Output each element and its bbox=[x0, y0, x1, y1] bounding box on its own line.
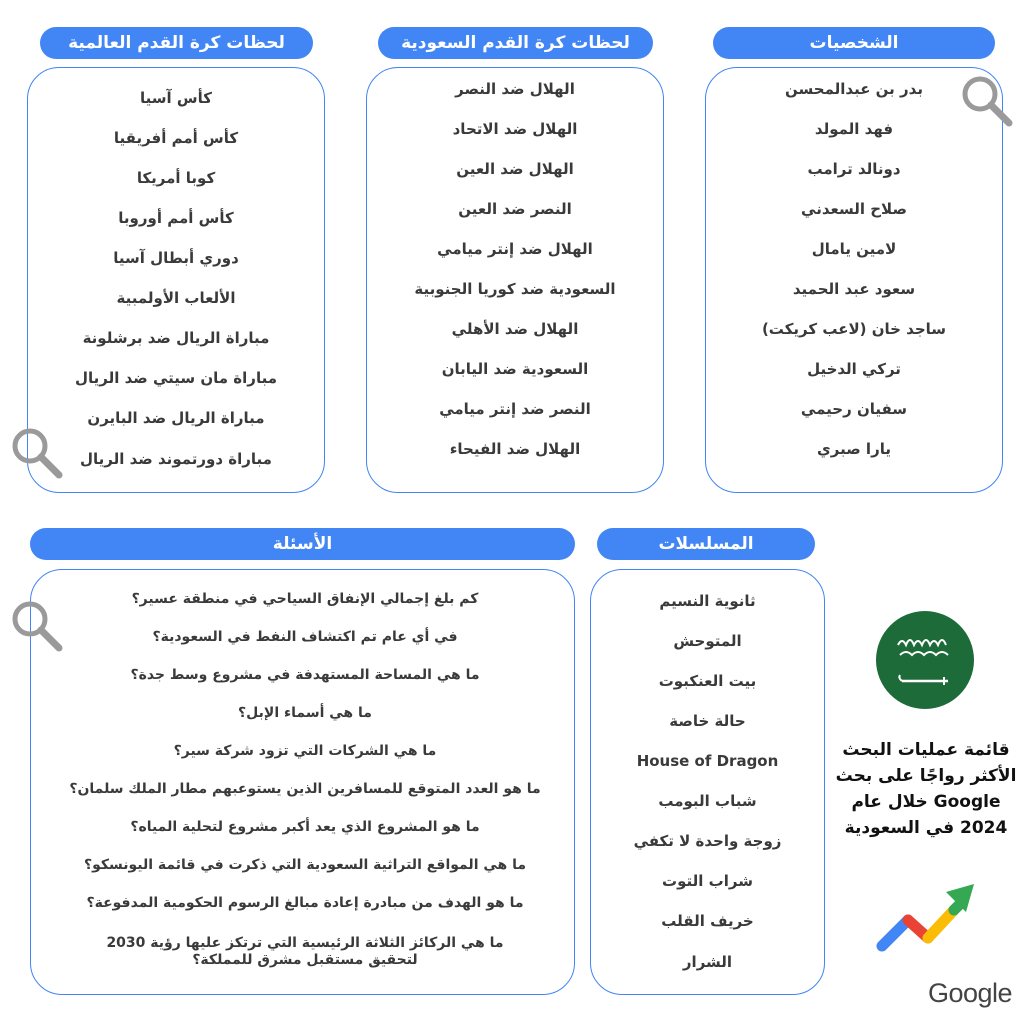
list-item: ما هي الركائز الثلاثة الرئيسية التي ترتكز عليها رؤية 2030 لتحقيق مستقبل مشرق للمملكة؟ bbox=[106, 935, 504, 968]
series-label: المسلسلات bbox=[597, 528, 815, 560]
list-item: House of Dragon bbox=[636, 752, 779, 770]
list-item: كأس آسيا bbox=[140, 89, 212, 107]
list-item: كأس أمم أوروبا bbox=[118, 209, 234, 227]
list-item: مباراة الريال ضد البايرن bbox=[87, 409, 265, 427]
people-label: الشخصيات bbox=[713, 27, 995, 59]
list-item: شراب التوت bbox=[662, 872, 753, 890]
list-item: شباب البومب bbox=[658, 792, 757, 810]
list-item: حالة خاصة bbox=[669, 712, 746, 730]
list-item: الهلال ضد إنتر ميامي bbox=[437, 240, 593, 258]
list-item: سعود عبد الحميد bbox=[792, 280, 916, 298]
saudi-flag-badge bbox=[876, 611, 974, 709]
list-item: لامين يامال bbox=[811, 240, 897, 258]
list-item: دوري أبطال آسيا bbox=[113, 249, 239, 267]
list-item: بيت العنكبوت bbox=[658, 672, 757, 690]
list-item: ما هو الهدف من مبادرة إعادة مبالغ الرسوم الحكومية المدفوعة؟ bbox=[86, 895, 524, 911]
list-item: مباراة مان سيتي ضد الريال bbox=[74, 369, 277, 387]
list-item: الهلال ضد الفيحاء bbox=[449, 440, 581, 458]
list-item: السعودية ضد اليابان bbox=[441, 360, 589, 378]
saudi-football-list bbox=[366, 79, 664, 479]
world-football-list bbox=[27, 88, 325, 488]
trending-up-icon bbox=[874, 880, 978, 954]
search-icon bbox=[958, 72, 1016, 130]
list-item: دونالد ترامب bbox=[807, 160, 901, 178]
list-item: الهلال ضد الأهلي bbox=[451, 320, 579, 338]
list-item: يارا صبري bbox=[817, 440, 891, 458]
questions-list bbox=[60, 591, 550, 991]
list-item: ما هي المساحة المستهدفة في مشروع وسط جدة؟ bbox=[130, 667, 480, 683]
list-item: ثانوية النسيم bbox=[659, 592, 756, 610]
list-item: ما هي المواقع التراثية السعودية التي ذكرت في قائمة اليونسكو؟ bbox=[83, 857, 527, 873]
list-item: السعودية ضد كوريا الجنوبية bbox=[414, 280, 616, 298]
world-football-label: لحظات كرة القدم العالمية bbox=[40, 27, 313, 59]
list-item: فهد المولد bbox=[814, 120, 894, 138]
list-item: زوجة واحدة لا تكفي bbox=[633, 832, 782, 850]
list-item: النصر ضد العين bbox=[458, 200, 572, 218]
list-item: الهلال ضد النصر bbox=[455, 80, 575, 98]
list-item: الهلال ضد الاتحاد bbox=[452, 120, 578, 138]
list-item: بدر بن عبدالمحسن bbox=[785, 80, 923, 98]
list-item: الهلال ضد العين bbox=[456, 160, 574, 178]
list-item: كوبا أمريكا bbox=[136, 169, 216, 187]
list-item: ما هو المشروع الذي يعد أكبر مشروع لتحلية المياه؟ bbox=[130, 819, 480, 835]
list-item: النصر ضد إنتر ميامي bbox=[439, 400, 591, 418]
list-item: مباراة دورتموند ضد الريال bbox=[80, 450, 272, 468]
list-item: الشرار bbox=[682, 953, 733, 971]
saudi-football-label: لحظات كرة القدم السعودية bbox=[378, 27, 653, 59]
list-item: تركي الدخيل bbox=[807, 360, 901, 378]
list-item: ما هي الشركات التي تزود شركة سير؟ bbox=[173, 743, 437, 759]
list-item: سفيان رحيمي bbox=[800, 400, 908, 418]
list-item: مباراة الريال ضد برشلونة bbox=[82, 329, 270, 347]
people-list bbox=[705, 79, 1003, 479]
questions-label: الأسئلة bbox=[30, 528, 575, 560]
saudi-flag-icon bbox=[876, 611, 974, 709]
list-item: ما هو العدد المتوقع للمسافرين الذين يستوعبهم مطار الملك سلمان؟ bbox=[69, 781, 541, 797]
list-item: كأس أمم أفريقيا bbox=[113, 129, 239, 147]
list-item: صلاح السعدني bbox=[801, 200, 907, 218]
list-item: ما هي أسماء الإبل؟ bbox=[238, 705, 372, 721]
list-item: في أي عام تم اكتشاف النفط في السعودية؟ bbox=[152, 629, 458, 645]
page-title: قائمة عمليات البحث الأكثر رواجًا على بحث Google خلال عام 2024 في السعودية bbox=[835, 740, 1017, 838]
search-icon bbox=[8, 424, 66, 482]
search-icon bbox=[8, 597, 66, 655]
google-logo: Google bbox=[928, 978, 1013, 1008]
list-item: كم بلغ إجمالي الإنفاق السياحي في منطقة عسير؟ bbox=[131, 591, 479, 607]
list-item: خريف القلب bbox=[661, 912, 754, 930]
series-list bbox=[590, 591, 825, 991]
list-item: ساجد خان (لاعب كريكت) bbox=[761, 320, 947, 338]
list-item: الألعاب الأولمبية bbox=[116, 289, 236, 307]
list-item: المتوحش bbox=[673, 632, 742, 650]
